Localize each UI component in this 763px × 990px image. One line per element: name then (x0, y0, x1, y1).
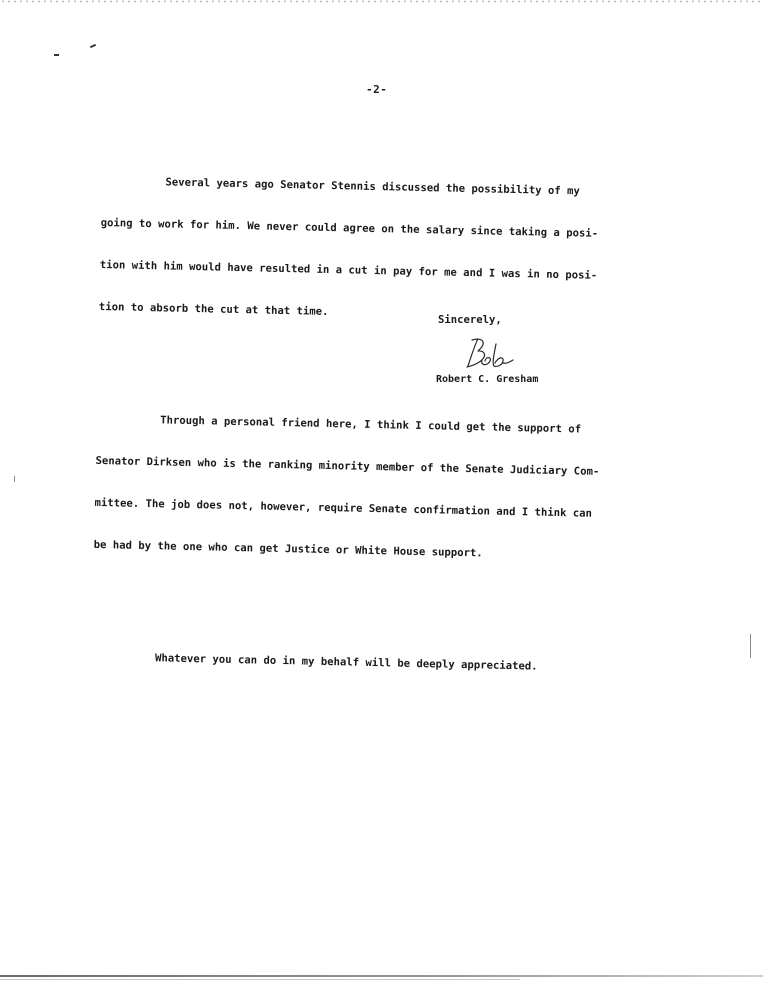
paragraph-appreciation (90, 622, 691, 705)
paragraph-dirksen (93, 384, 697, 593)
text-line: going to work for him. We never could agree on the salary since taking a posi- (100, 216, 599, 240)
scan-speck (90, 44, 96, 48)
text-line: Senator Dirksen who is the ranking minority member of the Senate Judiciary Com- (95, 454, 600, 478)
text-line: be had by the one who can get Justice or White House support. (93, 538, 483, 560)
scan-bottom-edge (0, 979, 520, 980)
handwritten-signature (458, 336, 522, 372)
text-line: Through a personal friend here, I think I could get the support of (96, 412, 582, 436)
paragraph-stennis (98, 146, 702, 355)
scan-mark (750, 634, 751, 658)
text-line: Several years ago Senator Stennis discussed the possibility of my (101, 174, 581, 198)
text-line: mittee. The job does not, however, require Senate confirmation and I think can (94, 496, 593, 520)
closing-salutation: Sincerely, (438, 314, 502, 326)
scan-speck (54, 54, 59, 56)
scan-mark (14, 476, 15, 482)
text-line: tion to absorb the cut at that time. (98, 300, 329, 318)
letter-body (90, 118, 703, 747)
scan-top-edge (0, 0, 763, 3)
text-line: tion with him would have resulted in a cut in pay for me and I was in no posi- (99, 258, 598, 282)
text-line: Whatever you can do in my behalf will be deeply appreciated. (91, 650, 538, 673)
page-number: -2- (366, 83, 388, 96)
scan-bottom-edge (0, 975, 763, 977)
signer-name: Robert C. Gresham (436, 374, 539, 385)
